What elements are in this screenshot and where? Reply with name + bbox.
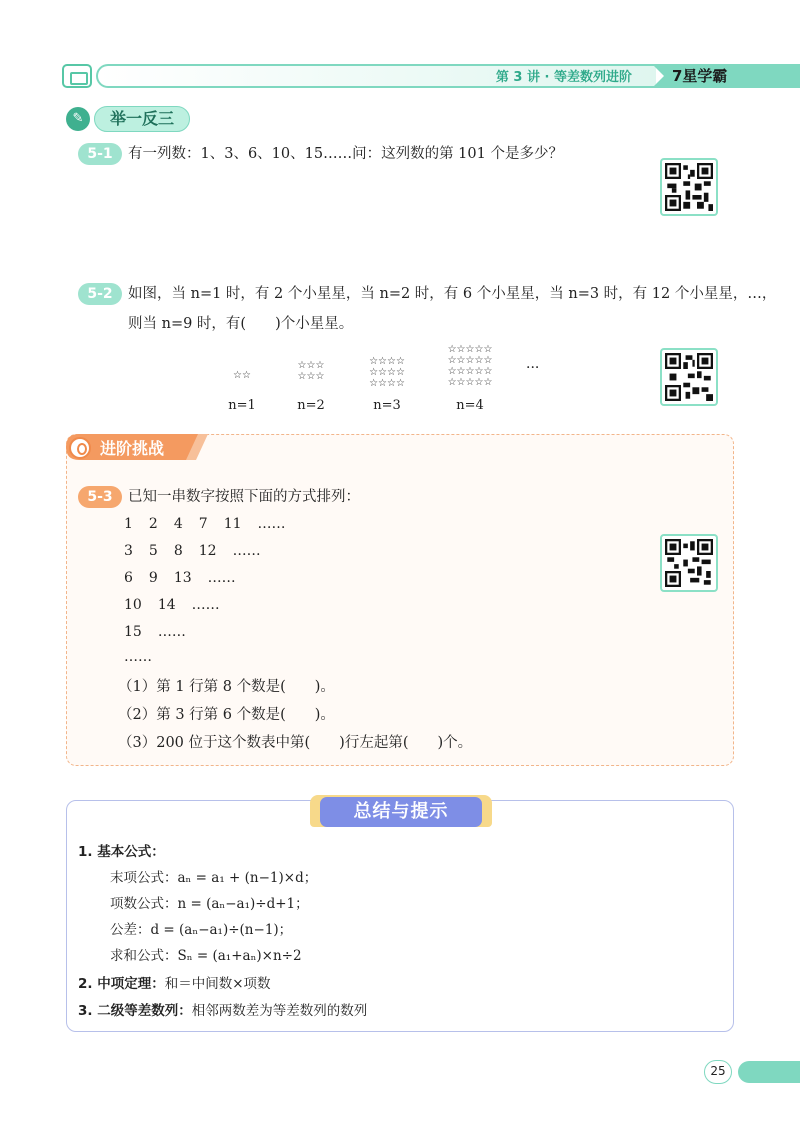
star-figure-n3: ☆☆☆☆ ☆☆☆☆ ☆☆☆☆ bbox=[369, 356, 405, 389]
qr-code-pattern bbox=[665, 539, 713, 587]
subquestion-2: （2）第 3 行第 6 个数是( )。 bbox=[118, 707, 335, 723]
star-figure-n4: ☆☆☆☆☆ ☆☆☆☆☆ ☆☆☆☆☆ ☆☆☆☆☆ bbox=[447, 344, 493, 388]
brand-name: 7星学霸 bbox=[672, 67, 728, 85]
star-figure-n2: ☆☆☆ ☆☆☆ bbox=[297, 360, 325, 382]
subquestion-1: （1）第 1 行第 8 个数是( )。 bbox=[118, 679, 335, 695]
question-text-5-1: 有一列数：1、3、6、10、15……问：这列数的第 101 个是多少？ bbox=[128, 146, 563, 162]
figure-ellipsis: ··· bbox=[526, 360, 540, 376]
summary-item-1: 1. 基本公式： bbox=[78, 844, 165, 860]
summary-item-2: 2. 中项定理：和＝中间数×项数 bbox=[78, 976, 271, 992]
formula-common-difference: 公差：d = (aₙ−a₁)÷(n−1)； bbox=[110, 922, 293, 938]
summary-item-3: 3. 二级等差数列：相邻两数差为等差数列的数列 bbox=[78, 1003, 368, 1019]
summary-box bbox=[66, 800, 734, 1032]
number-table-row-4: 10 14 …… bbox=[124, 597, 220, 613]
formula-last-term: 末项公式：aₙ = a₁ + (n−1)×d； bbox=[110, 870, 318, 886]
number-table-row-3: 6 9 13 …… bbox=[124, 570, 236, 586]
qr-code-icon[interactable] bbox=[660, 348, 718, 406]
number-table-row-2: 3 5 8 12 …… bbox=[124, 543, 261, 559]
lightbulb-icon bbox=[69, 437, 91, 459]
figure-label-n3: n=3 bbox=[373, 398, 401, 413]
formula-sum: 求和公式：Sₙ = (a₁+aₙ)×n÷2 bbox=[110, 948, 302, 964]
qr-code-icon[interactable] bbox=[660, 534, 718, 592]
question-label-5-1: 5-1 bbox=[78, 143, 122, 165]
question-text-5-2-line1: 如图，当 n=1 时，有 2 个小星星，当 n=2 时，有 6 个小星星，当 n=3 时，有 12 个小星星，…， bbox=[128, 286, 777, 302]
question-text-5-2-line2: 则当 n=9 时，有( )个小星星。 bbox=[128, 316, 354, 332]
page-number: 25 bbox=[704, 1060, 732, 1084]
section-title-challenge: 进阶挑战 bbox=[100, 439, 165, 458]
figure-label-n4: n=4 bbox=[456, 398, 484, 413]
number-table-row-1: 1 2 4 7 11 …… bbox=[124, 516, 286, 532]
figure-label-n2: n=2 bbox=[297, 398, 325, 413]
subquestion-3: （3）200 位于这个数表中第( )行左起第( )个。 bbox=[118, 735, 473, 751]
number-table-row-6: …… bbox=[124, 649, 152, 665]
qr-code-icon[interactable] bbox=[660, 158, 718, 216]
figure-label-n1: n=1 bbox=[228, 398, 256, 413]
number-table-row-5: 15 …… bbox=[124, 624, 186, 640]
question-label-5-2: 5-2 bbox=[78, 283, 122, 305]
qr-code-pattern bbox=[665, 163, 713, 211]
header-calculator-icon bbox=[62, 64, 92, 88]
footer-bar bbox=[738, 1061, 800, 1083]
section-title-juyifansan: 举一反三 bbox=[94, 106, 190, 132]
formula-term-count: 项数公式：n = (aₙ−a₁)÷d+1； bbox=[110, 896, 309, 912]
question-label-5-3: 5-3 bbox=[78, 486, 122, 508]
section-title-summary: 总结与提示 bbox=[320, 797, 482, 827]
qr-code-pattern bbox=[665, 353, 713, 401]
star-figure-n1: ☆☆ bbox=[233, 370, 251, 381]
chapter-title: 第 3 讲 · 等差数列进阶 bbox=[495, 70, 632, 85]
question-text-5-3: 已知一串数字按照下面的方式排列： bbox=[128, 489, 360, 505]
pencil-note-icon: ✎ bbox=[66, 107, 90, 131]
